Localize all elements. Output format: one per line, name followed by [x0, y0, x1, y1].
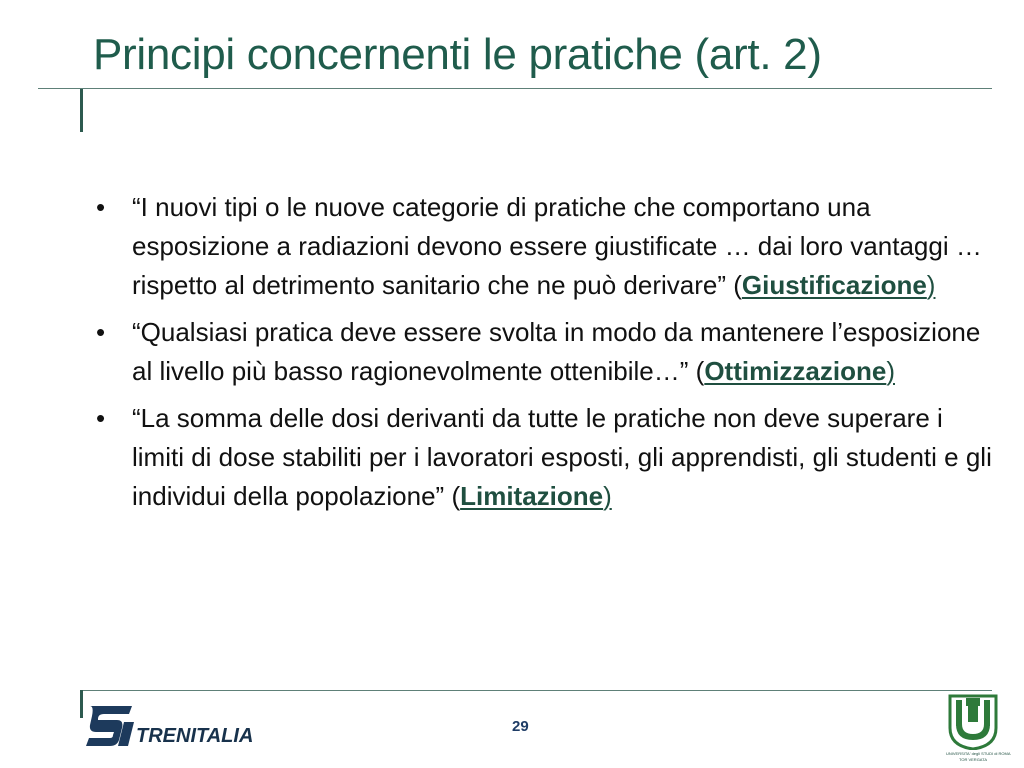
university-shield-icon	[946, 694, 1000, 750]
footer-accent-bar	[80, 690, 83, 718]
university-logo	[946, 694, 1011, 764]
keyword-label: Ottimizzazione	[704, 356, 887, 386]
trenitalia-wordmark: TRENITALIA	[136, 725, 254, 747]
slide-title: Principi concernenti le pratiche (art. 2)	[93, 30, 822, 79]
bullet-marker: •	[96, 403, 106, 433]
bullet-suffix: )	[926, 270, 936, 300]
bullet-suffix: )	[603, 481, 612, 511]
bullet-item-ottimizzazione	[92, 313, 997, 391]
bullet-item-limitazione	[92, 399, 997, 516]
keyword-label: Giustificazione	[741, 270, 927, 300]
university-name-line-1: UNIVERSITA' degli STUDI di ROMA	[946, 751, 1011, 756]
keyword-link[interactable]	[742, 270, 927, 300]
bullet-text: “Qualsiasi pratica deve essere svolta in modo da mantenere l’esposizione al livello più basso ragionevolmente ottenibile…” (	[132, 317, 981, 386]
bullet-text: “I nuovi tipi o le nuove categorie di pratiche che comportano una esposizione a radiazioni devono essere giustificate … dai loro vantaggi … rispetto al detrimento sanitario che ne può derivare” (	[132, 192, 982, 300]
bullet-text: “La somma delle dosi derivanti da tutte le pratiche non deve superare i limiti di dose stabiliti per i lavoratori esposti, gli apprendisti, gli studenti e gli individui della popolazione” (	[132, 403, 992, 511]
keyword-link[interactable]	[704, 356, 886, 386]
bullet-list	[92, 188, 997, 524]
trenitalia-mark-icon	[84, 700, 136, 748]
keyword-label: Limitazione	[460, 481, 604, 511]
bullet-item-giustificazione	[92, 188, 997, 305]
bullet-suffix: )	[886, 356, 895, 386]
trenitalia-logo	[84, 700, 254, 750]
title-accent-bar	[80, 89, 83, 132]
keyword-link[interactable]	[460, 481, 603, 511]
title-divider	[38, 88, 992, 89]
bullet-marker: •	[96, 192, 106, 222]
bullet-marker: •	[96, 317, 106, 347]
page-number: 29	[512, 718, 529, 735]
footer-divider	[80, 690, 992, 691]
university-name-line-2: TOR VERGATA	[958, 757, 987, 762]
